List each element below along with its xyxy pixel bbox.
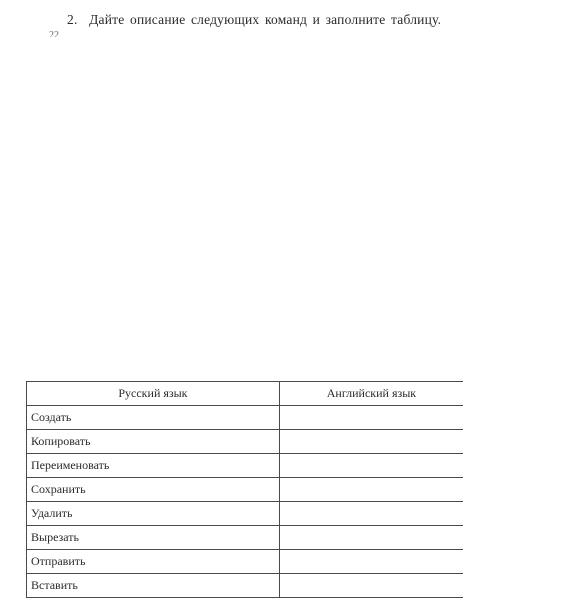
translation-table (26, 381, 463, 598)
table-row (27, 430, 464, 454)
cell-russian: Вырезать (27, 526, 280, 550)
header-russian: Русский язык (27, 382, 280, 406)
cell-english[interactable] (279, 502, 463, 526)
cell-russian: Копировать (27, 430, 280, 454)
task-number: 2. (67, 12, 78, 27)
table-row (27, 478, 464, 502)
task-instruction (67, 12, 441, 28)
cell-english[interactable] (279, 574, 463, 598)
task-text: Дайте описание следующих команд и заполните таблицу. (89, 12, 442, 27)
table-row (27, 574, 464, 598)
table-row (27, 406, 464, 430)
table-row (27, 454, 464, 478)
cell-russian: Переименовать (27, 454, 280, 478)
table-row (27, 550, 464, 574)
cell-russian: Отправить (27, 550, 280, 574)
header-english: Английский язык (279, 382, 463, 406)
cell-english[interactable] (279, 454, 463, 478)
cell-russian: Удалить (27, 502, 280, 526)
table-header-row (27, 382, 464, 406)
cell-russian: Сохранить (27, 478, 280, 502)
cell-english[interactable] (279, 406, 463, 430)
table-row (27, 502, 464, 526)
cell-english[interactable] (279, 478, 463, 502)
cell-english[interactable] (279, 550, 463, 574)
clipped-text-fragment: 22 (49, 31, 59, 37)
cell-english[interactable] (279, 430, 463, 454)
cell-russian: Создать (27, 406, 280, 430)
cell-russian: Вставить (27, 574, 280, 598)
cell-english[interactable] (279, 526, 463, 550)
table-row (27, 526, 464, 550)
